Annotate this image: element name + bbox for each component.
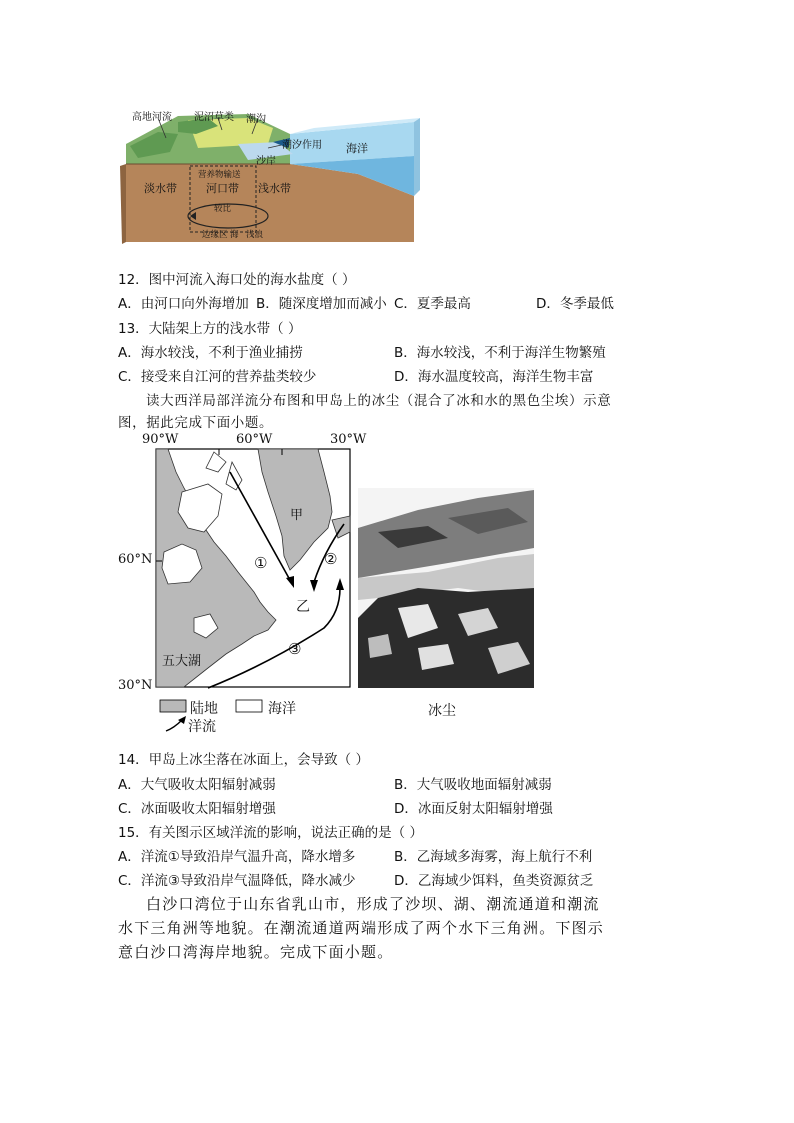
current-3-label: ③ [288, 640, 302, 658]
q15-stem: 15．有关图示区域洋流的影响，说法正确的是（ ） [118, 825, 423, 841]
lon-label-60w: 60°W [236, 432, 273, 447]
label-nutrient: 营养物输送 [198, 170, 241, 180]
q12-option-b: B．随深度增加而减小 [256, 296, 387, 312]
intro2-line2: 图，据此完成下面小题。 [118, 415, 274, 431]
label-small-4: 浅浪 [246, 230, 264, 240]
legend-ocean: 海洋 [268, 701, 296, 717]
photo-caption: 冰尘 [428, 703, 456, 719]
lat-label-60n: 60°N [118, 552, 153, 567]
place-yi: 乙 [296, 599, 310, 615]
q14-option-b: B．大气吸收地面辐射减弱 [394, 777, 552, 793]
atlantic-map-svg [118, 432, 358, 738]
lon-label-30w: 30°W [330, 432, 367, 447]
q13-option-d: D．海水温度较高，海洋生物丰富 [394, 369, 594, 385]
label-small-1: 较比 [214, 204, 232, 214]
lat-label-30n: 30°N [118, 678, 153, 693]
q12-option-d: D．冬季最低 [536, 296, 614, 312]
current-1-label: ① [254, 554, 268, 572]
q14-option-c: C．冰面吸收太阳辐射增强 [118, 801, 276, 817]
estuary-diagram-svg [118, 104, 424, 246]
place-jia: 甲 [290, 508, 304, 523]
label-small-3: 海 [230, 230, 239, 240]
label-small-2: 边缘区 [202, 230, 228, 240]
q13-option-a: A．海水较浅，不利于渔业捕捞 [118, 345, 303, 361]
label-tidal-action: 潮汐作用 [282, 140, 322, 151]
q12-option-a: A．由河口向外海增加 [118, 296, 249, 312]
intro3-line3: 意白沙口湾海岸地貌。完成下面小题。 [118, 943, 394, 961]
label-marsh-grass: 泥沼草类 [194, 112, 234, 123]
q14-stem: 14．甲岛上冰尘落在冰面上，会导致（ ） [118, 752, 369, 768]
q12-option-c: C．夏季最高 [394, 296, 471, 312]
q13-option-b: B．海水较浅，不利于海洋生物繁殖 [394, 345, 606, 361]
q14-option-d: D．冰面反射太阳辐射增强 [394, 801, 553, 817]
q15-option-c: C．洋流③导致沿岸气温降低，降水减少 [118, 873, 356, 889]
label-freshwater-zone: 淡水带 [144, 182, 177, 195]
intro3-line1: 白沙口湾位于山东省乳山市，形成了沙坝、湖、潮流通道和潮流 [146, 895, 600, 913]
label-great-lakes: 五大湖 [162, 654, 202, 669]
intro3-line2: 水下三角洲等地貌。在潮流通道两端形成了两个水下三角洲。下图示 [118, 919, 605, 937]
label-ocean: 海洋 [346, 142, 368, 155]
ice-dust-photo-svg [358, 488, 534, 688]
atlantic-current-map [118, 432, 367, 738]
q13-stem: 13．大陆架上方的浅水带（ ） [118, 321, 302, 337]
q15-option-a: A．洋流①导致沿岸气温升高，降水增多 [118, 849, 356, 865]
label-sand-bank: 沙岸 [256, 156, 276, 167]
estuary-diagram [118, 104, 424, 246]
q15-option-b: B．乙海域多海雾，海上航行不利 [394, 849, 593, 865]
q15-option-d: D．乙海域少饵料，鱼类资源贫乏 [394, 873, 594, 889]
legend-current: 洋流 [188, 719, 216, 735]
q14-option-a: A．大气吸收太阳辐射减弱 [118, 777, 276, 793]
label-shallow-zone: 浅水带 [258, 182, 291, 195]
lon-label-90w: 90°W [142, 432, 179, 447]
label-tidal-creek: 潮沟 [246, 114, 266, 125]
q13-option-c: C．接受来自江河的营养盐类较少 [118, 369, 317, 385]
q12-stem: 12．图中河流入海口处的海水盐度（ ） [118, 272, 356, 288]
label-estuary-zone: 河口带 [206, 182, 239, 195]
legend-land: 陆地 [190, 701, 218, 717]
intro2-line1: 读大西洋局部洋流分布图和甲岛上的冰尘（混合了冰和水的黑色尘埃）示意 [146, 393, 612, 409]
label-highland-river: 高地河流 [132, 112, 172, 123]
ice-dust-photo [358, 488, 534, 688]
current-2-label: ② [324, 550, 338, 568]
